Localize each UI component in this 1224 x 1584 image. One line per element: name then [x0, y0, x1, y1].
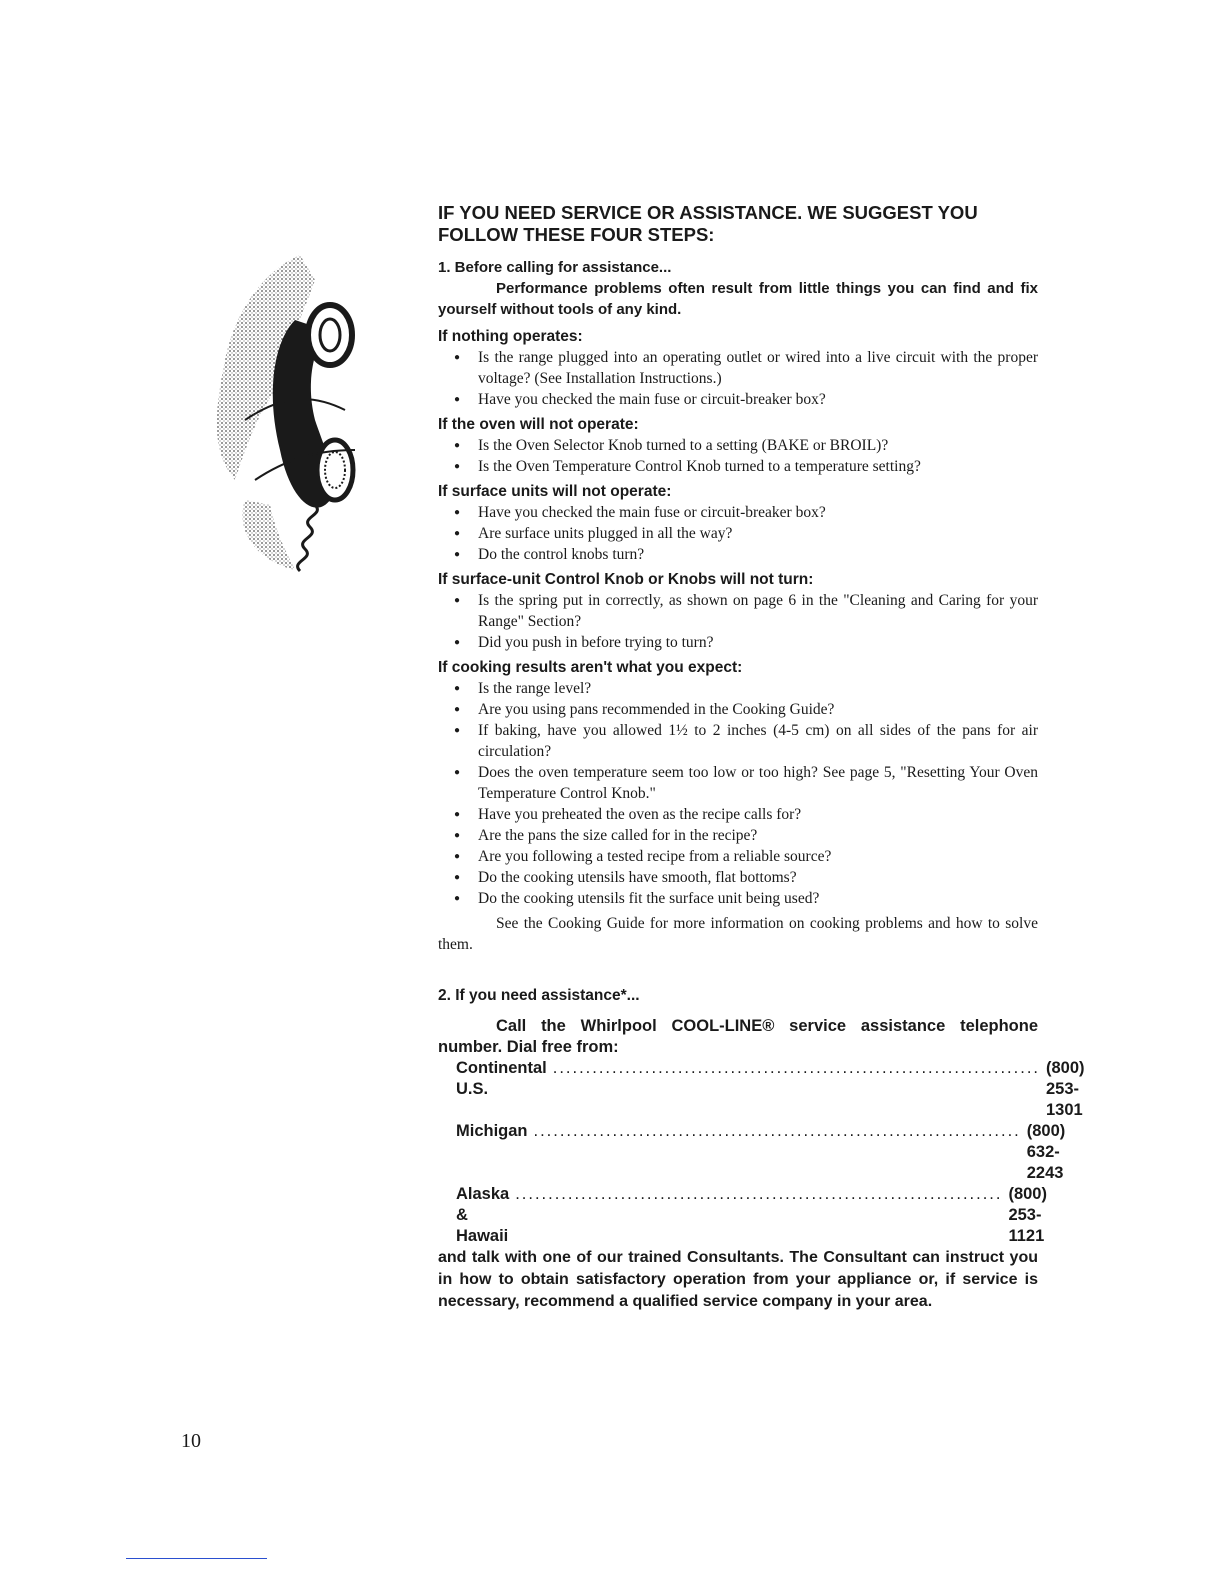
cooking-guide-note: See the Cooking Guide for more information on cooking problems and how to solve them. [438, 915, 1038, 953]
section-heading: If surface-unit Control Knob or Knobs will not turn: [438, 571, 814, 588]
service-instructions [438, 202, 1085, 1313]
page-number: 10 [181, 1430, 201, 1452]
section-surface-units [438, 481, 1038, 565]
phone-region: Michigan [456, 1122, 528, 1140]
checklist-item: ● If baking, have you allowed 1½ to 2 inches (4-5 cm) on all sides of the pans for air circulation? [438, 720, 1038, 762]
telephone-illustration [205, 250, 355, 580]
checklist-item: ● Does the oven temperature seem too low or too high? See page 5, "Resetting Your Oven Temperature Control Knob." [438, 762, 1038, 804]
checklist-item: ● Is the range plugged into an operating outlet or wired into a live circuit with the proper voltage? (See Installation Instructions.) [438, 347, 1038, 389]
checklist-item: ● Have you checked the main fuse or circuit-breaker box? [438, 389, 1038, 410]
phone-region: Alaska & Hawaii [456, 1185, 510, 1245]
checklist-item: ● Did you push in before trying to turn? [438, 632, 1038, 653]
page-heading: IF YOU NEED SERVICE OR ASSISTANCE. WE SUGGEST YOU FOLLOW THESE FOUR STEPS: [438, 202, 978, 245]
checklist-item: ● Have you preheated the oven as the recipe calls for? [438, 804, 1038, 825]
checklist-item: ● Have you checked the main fuse or circuit-breaker box? [438, 502, 1038, 523]
section-heading: If surface units will not operate: [438, 483, 672, 500]
checklist-item: ● Do the control knobs turn? [438, 544, 1038, 565]
checklist-item: ● Is the Oven Selector Knob turned to a setting (BAKE or BROIL)? [438, 435, 1038, 456]
section-cooking-results [438, 657, 1038, 909]
checklist-item: ● Are the pans the size called for in the recipe? [438, 825, 1038, 846]
section-heading: If cooking results aren't what you expect: [438, 659, 743, 676]
cool-line-intro: Call the Whirlpool COOL-LINE® service assistance telephone number. Dial free from: [438, 1017, 1038, 1056]
checklist-item: ● Is the spring put in correctly, as shown on page 6 in the "Cleaning and Caring for your Range" Section? [438, 590, 1038, 632]
phone-row-continental: Continental U.S. .......................................................................... (800) 253-1301 [456, 1059, 1085, 1119]
phone-number[interactable]: (800) 632-2243 [1026, 1122, 1066, 1182]
step-1-intro: Performance problems often result from little things you can find and fix yourself without tools of any kind. [438, 280, 1038, 318]
checklist-item: ● Do the cooking utensils have smooth, flat bottoms? [438, 867, 1038, 888]
section-control-knobs [438, 569, 1038, 653]
phone-number[interactable]: (800) 253-1301 [1045, 1059, 1085, 1119]
checklist-item: ● Are you using pans recommended in the Cooking Guide? [438, 699, 1038, 720]
section-heading: If the oven will not operate: [438, 416, 639, 433]
section-oven-not-operate [438, 414, 1038, 477]
section-heading: If nothing operates: [438, 328, 583, 345]
footer-rule [126, 1558, 267, 1559]
consultant-note: and talk with one of our trained Consultants. The Consultant can instruct you in how to obtain satisfactory operation from your appliance or, if service is necessary, recommend a qualified service company in your area. [438, 1249, 1038, 1310]
phone-row-michigan: Michigan .......................................................................... (800) 632-2243 [456, 1122, 1066, 1182]
phone-list [438, 1058, 1085, 1247]
phone-number[interactable]: (800) 253-1121 [1008, 1185, 1047, 1245]
checklist-item: ● Are surface units plugged in all the way? [438, 523, 1038, 544]
section-nothing-operates [438, 326, 1038, 410]
step-2-title: 2. If you need assistance*... [438, 987, 640, 1004]
checklist-item: ● Is the Oven Temperature Control Knob turned to a temperature setting? [438, 456, 1038, 477]
step-1-title: 1. Before calling for assistance... [438, 259, 672, 276]
phone-region: Continental U.S. [456, 1059, 547, 1098]
checklist-item: ● Is the range level? [438, 678, 1038, 699]
checklist-item: ● Do the cooking utensils fit the surface unit being used? [438, 888, 1038, 909]
phone-row-alaska-hawaii: Alaska & Hawaii .......................................................................... (800) 253-1121 [456, 1185, 1047, 1245]
checklist-item: ● Are you following a tested recipe from a reliable source? [438, 846, 1038, 867]
